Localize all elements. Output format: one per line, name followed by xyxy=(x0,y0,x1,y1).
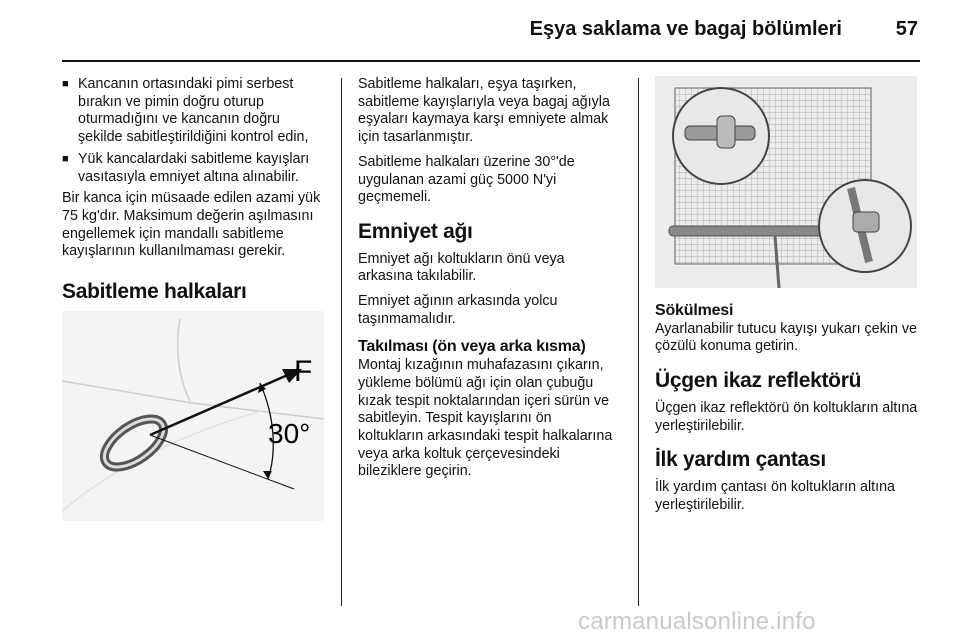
safety-net-position: Emniyet ağı koltukların önü veya arkasına takılabilir. xyxy=(358,250,565,285)
buckle-detail xyxy=(853,212,879,232)
bullet-item-straps: ■ Yük kancalardaki sabitleme kayışları vasıtasıyla emniyet altına alınabilir. xyxy=(62,151,324,186)
section-heading-first-aid-kit: İlk yardım çantası xyxy=(655,448,826,472)
lashing-rings-purpose: Sabitleme halkaları, eşya taşırken, sabitleme kayışlarıyla veya bagaj ağıyla eşyaları kaymaya karşı emniyete almak için tasarlanmıştır. xyxy=(358,76,610,146)
lashing-rings-max-force: Sabitleme halkaları üzerine 30°'de uygulanan azami güç 5000 N'yi geçmemeli. xyxy=(358,153,575,206)
header-title: Eşya saklama ve bagaj bölümleri xyxy=(529,18,842,40)
warning-triangle-location: Üçgen ikaz reflektörü ön koltukların altına yerleştirilebilir. xyxy=(655,399,918,434)
subheading-removal: Sökülmesi xyxy=(655,302,734,319)
first-aid-kit-location: İlk yardım çantası ön koltukların altına yerleştirilebilir. xyxy=(655,478,895,513)
angle-label: 30° xyxy=(268,417,311,449)
section-heading-lashing-rings: Sabitleme halkaları xyxy=(62,280,247,304)
bullet-list xyxy=(62,76,324,186)
header-rule xyxy=(62,60,920,62)
column-divider-1 xyxy=(341,78,342,606)
lashing-ring-figure xyxy=(62,311,324,521)
safety-net-passenger-warning: Emniyet ağının arkasında yolcu taşınmamalıdır. xyxy=(358,293,558,327)
section-heading-safety-net: Emniyet ağı xyxy=(358,219,473,243)
force-label: F xyxy=(294,354,313,388)
section-heading-warning-triangle: Üçgen ikaz reflektörü xyxy=(655,369,862,393)
safety-net-figure xyxy=(655,76,917,288)
rail-slider xyxy=(717,116,735,148)
bullet-item-pin: ■ Kancanın ortasındaki pimi serbest bırakın ve pimin doğru oturup oturmadığını ve kancanın doğru şekilde sabitleştirildiğini kontrol edin, xyxy=(62,76,324,147)
subheading-installation: Takılması (ön veya arka kısma) xyxy=(358,338,586,356)
column-divider-2 xyxy=(638,78,639,606)
column-3 xyxy=(655,76,923,521)
page-number: 57 xyxy=(895,18,918,40)
column-1 xyxy=(62,76,324,521)
installation-instructions: Montaj kızağının muhafazasını çıkarın, yükleme bölümü ağı için olan çubuğu kızak tespit noktalarından içeri sürün ve sabitleyin. Tespit kayışlarını ön koltukların arkasındaki tespit halkalarına veya arka koltuk çerçevesindeki bileziklere geçirin. xyxy=(358,357,613,480)
max-load-paragraph: Bir kanca için müsaade edilen azami yük 75 kg'dır. Maksimum değerin aşılmasını engellemek için mandallı sabitleme kayışlarının kullanılmaması gerekir. xyxy=(62,190,321,260)
page-header xyxy=(0,0,960,62)
removal-instructions: Ayarlanabilir tutucu kayışı yukarı çekin ve çözülü konuma getirin. xyxy=(655,320,917,355)
column-2 xyxy=(358,76,620,488)
watermark: carmanualsonline.info xyxy=(578,608,816,635)
